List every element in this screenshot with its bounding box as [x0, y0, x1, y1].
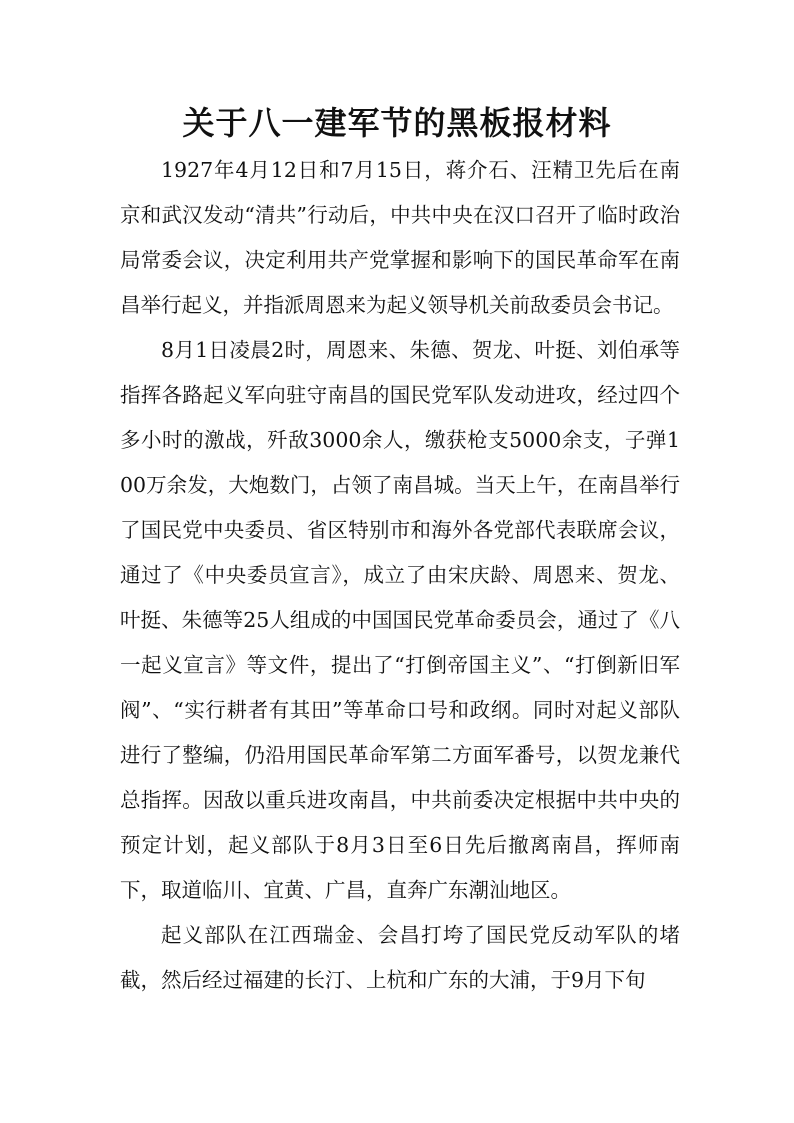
paragraph-2: 8月1日凌晨2时，周恩来、朱德、贺龙、叶挺、刘伯承等指挥各路起义军向驻守南昌的国民党军队发动进攻，经过四个多小时的激战，歼敌3000余人，缴获枪支5000余支，子弹100万余发，大炮数门，占领了南昌城。当天上午，在南昌举行了国民党中央委员、省区特别市和海外各党部代表联席会议，通过了《中央委员宣言》，成立了由宋庆龄、周恩来、贺龙、叶挺、朱德等25人组成的中国国民党革命委员会，通过了《八一起义宣言》等文件，提出了“打倒帝国主义”、“打倒新旧军阀”、“实行耕者有其田”等革命口号和政纲。同时对起义部队进行了整编，仍沿用国民革命军第二方面军番号，以贺龙兼代总指挥。因敌以重兵进攻南昌，中共前委决定根据中共中央的预定计划，起义部队于8月3日至6日先后撤离南昌，挥师南下，取道临川、宜黄、广昌，直奔广东潮汕地区。	[120, 338, 680, 902]
paragraph-3: 起义部队在江西瑞金、会昌打垮了国民党反动军队的堵截，然后经过福建的长汀、上杭和广东的大浦，于9月下旬	[120, 923, 680, 992]
paragraph-1: 1927年4月12日和7月15日，蒋介石、汪精卫先后在南京和武汉发动“清共”行动后，中共中央在汉口召开了临时政治局常委会议，决定利用共产党掌握和影响下的国民革命军在南昌举行起义，并指派周恩来为起义领导机关前敌委员会书记。	[120, 158, 680, 317]
document-title: 关于八一建军节的黑板报材料	[182, 104, 612, 142]
document-body	[120, 148, 680, 1003]
